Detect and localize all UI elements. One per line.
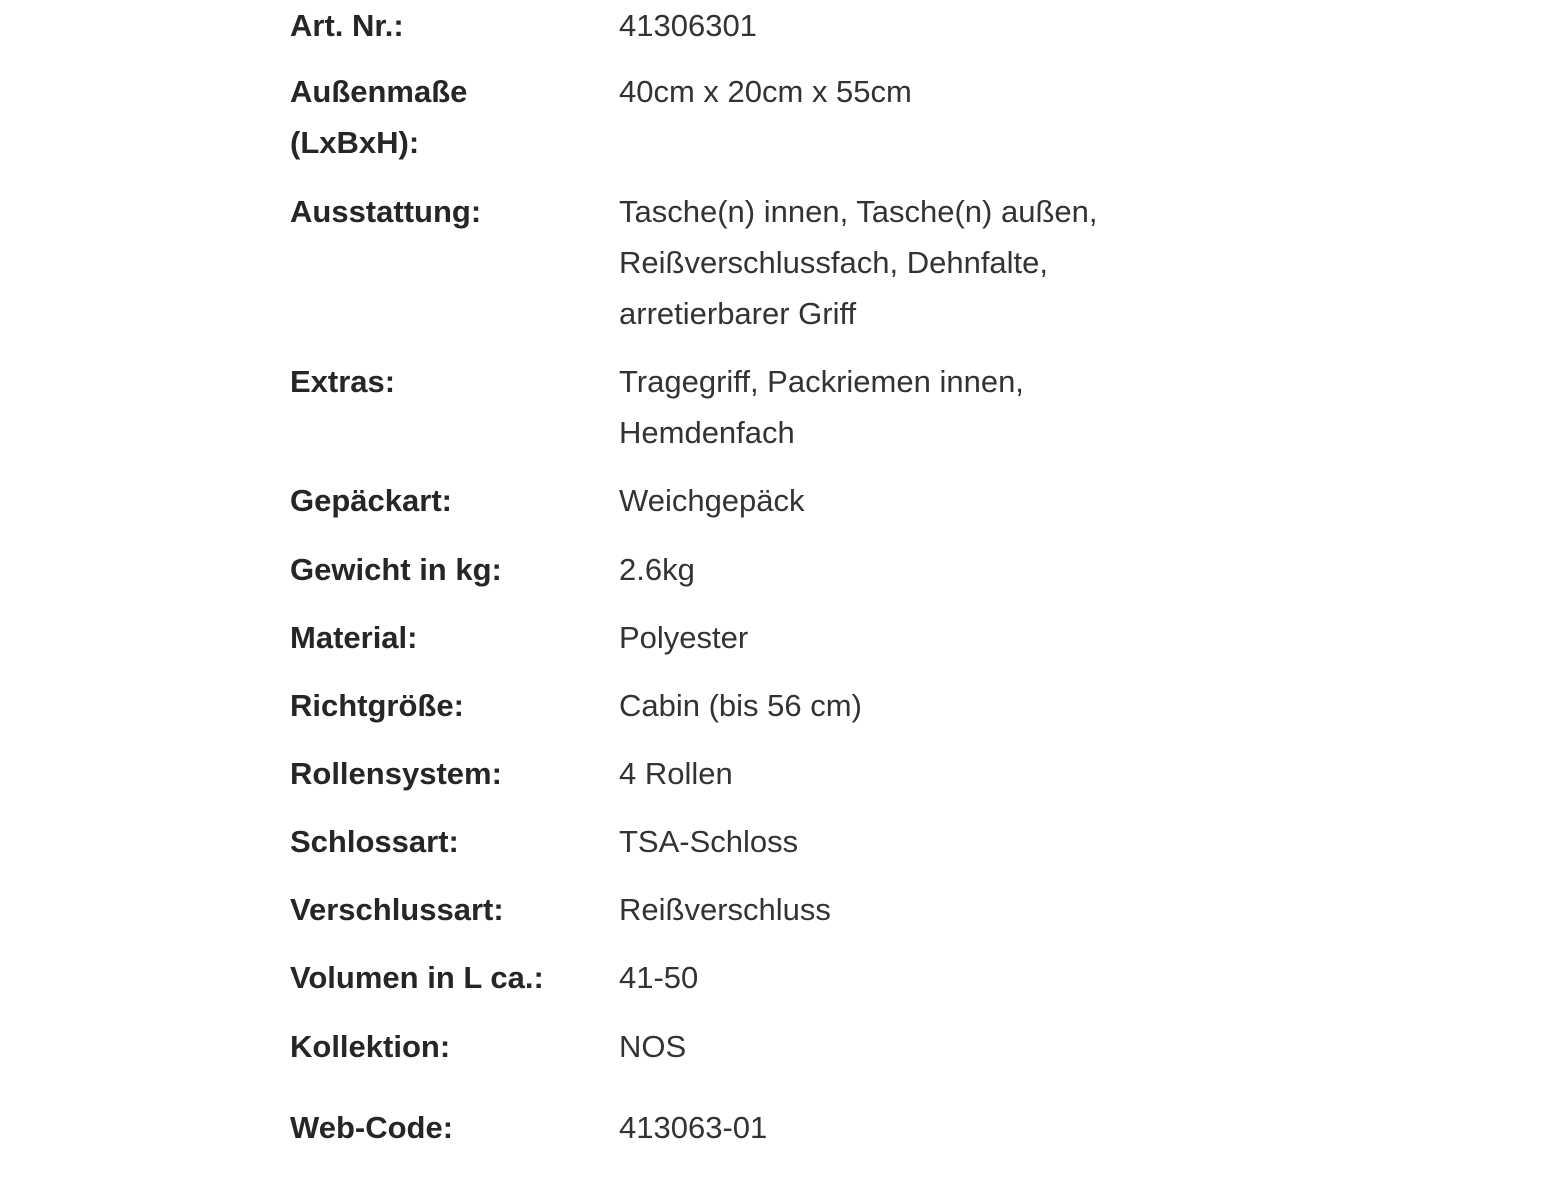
spec-value xyxy=(619,612,1179,663)
spec-value xyxy=(619,0,1179,51)
spec-value-line: 41-50 xyxy=(619,960,699,995)
spec-label: Richtgröße: xyxy=(290,688,464,723)
spec-value xyxy=(619,66,1179,117)
spec-label-line: (LxBxH): xyxy=(290,125,420,160)
spec-value-line: 41306301 xyxy=(619,8,757,43)
spec-label: Extras: xyxy=(290,364,396,399)
spec-value xyxy=(619,952,1179,1003)
spec-value xyxy=(619,884,1179,935)
spec-value-line: Hemdenfach xyxy=(619,415,795,450)
spec-label: Art. Nr.: xyxy=(290,8,404,43)
spec-value-line: Tragegriff, Packriemen innen, xyxy=(619,364,1024,399)
spec-value-line: 2.6kg xyxy=(619,552,695,587)
spec-value-line: Reißverschluss xyxy=(619,892,831,927)
spec-value xyxy=(619,748,1179,799)
spec-value xyxy=(619,680,1179,731)
spec-label: Rollensystem: xyxy=(290,756,502,791)
spec-value-line: TSA-Schloss xyxy=(619,824,799,859)
spec-value xyxy=(619,816,1179,867)
spec-label: Material: xyxy=(290,620,418,655)
spec-value-line: NOS xyxy=(619,1029,687,1064)
spec-label-line: Außenmaße xyxy=(290,74,468,109)
spec-value xyxy=(619,544,1179,595)
spec-value xyxy=(619,1102,1179,1153)
spec-value-line: Polyester xyxy=(619,620,749,655)
spec-label: Schlossart: xyxy=(290,824,459,859)
spec-label: Volumen in L ca.: xyxy=(290,960,544,995)
spec-value-line: 40cm x 20cm x 55cm xyxy=(619,74,912,109)
spec-label xyxy=(290,66,590,168)
spec-value-line: Weichgepäck xyxy=(619,483,805,518)
spec-label: Gepäckart: xyxy=(290,483,452,518)
spec-value-line: Cabin (bis 56 cm) xyxy=(619,688,862,723)
spec-label: Kollektion: xyxy=(290,1029,451,1064)
spec-label: Ausstattung: xyxy=(290,194,482,229)
spec-value-line: Tasche(n) innen, Tasche(n) außen, xyxy=(619,194,1098,229)
spec-value xyxy=(619,186,1179,339)
spec-value xyxy=(619,1021,1179,1072)
spec-value xyxy=(619,475,1179,526)
spec-value-line: 4 Rollen xyxy=(619,756,733,791)
spec-value-line: 413063-01 xyxy=(619,1110,768,1145)
spec-value-line: Reißverschlussfach, Dehnfalte, xyxy=(619,245,1049,280)
spec-value-line: arretierbarer Griff xyxy=(619,296,857,331)
spec-label: Verschlussart: xyxy=(290,892,504,927)
spec-label: Gewicht in kg: xyxy=(290,552,502,587)
spec-label: Web-Code: xyxy=(290,1110,454,1145)
spec-value xyxy=(619,356,1179,458)
